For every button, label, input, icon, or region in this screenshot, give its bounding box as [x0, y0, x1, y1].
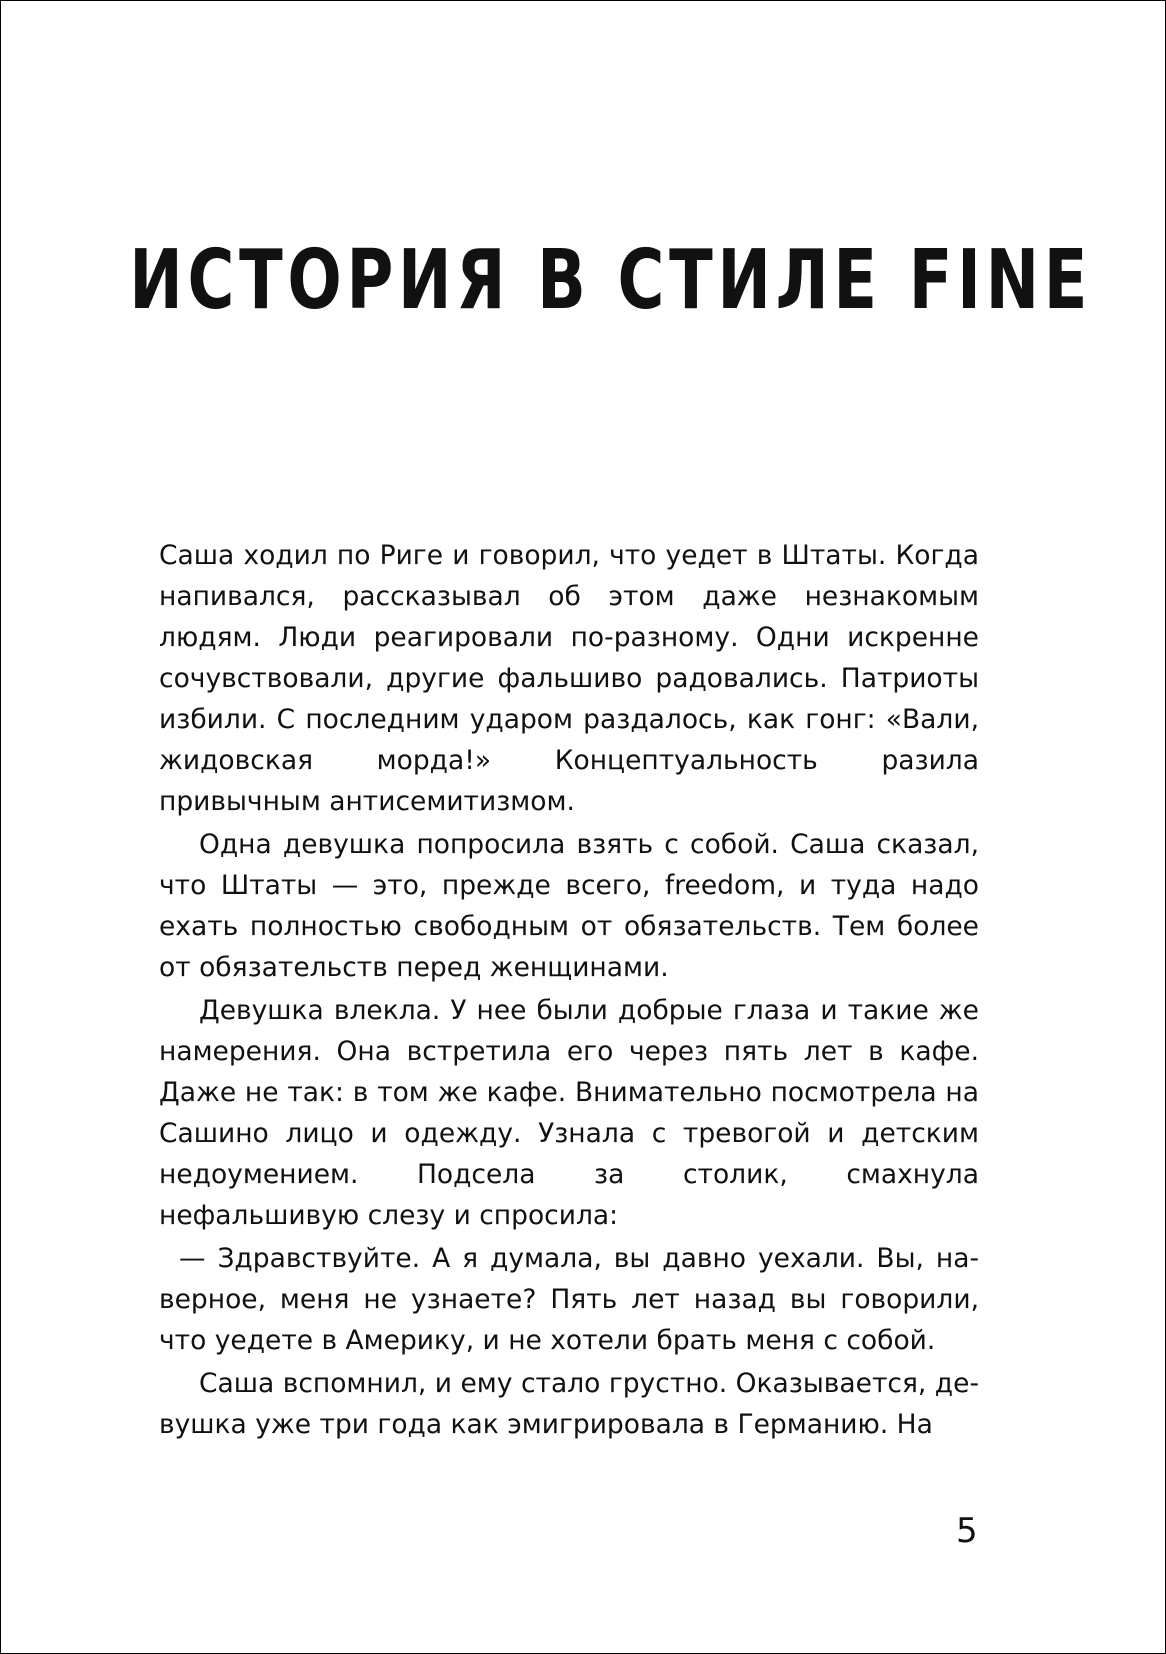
chapter-title: ИСТОРИЯ В СТИЛЕ FINE — [129, 233, 1093, 328]
paragraph: Саша вспомнил, и ему стало грустно. Оказывается, девушка уже три года как эмигрировала в Германию. На — [159, 1368, 979, 1440]
paragraph: Саша ходил по Риге и говорил, что уедет в Штаты. Когда напивался, рассказывал об этом даже незнакомым людям. Люди реагировали по-разному. Одни искренне сочувствовали, другие фальшиво радовались. Патриоты избили. С последним ударом раздалось, как гонг: «Вали, жидовская морда!» Концептуальность разила привычным антисемитизмом. — [159, 540, 979, 817]
page-number: 5 — [956, 1511, 978, 1551]
paragraph: Одна девушка попросила взять с собой. Саша сказал, что Штаты — это, прежде всего, freedom, и туда надо ехать полностью свободным от обязательств. Тем более от обязательств перед женщинами. — [159, 829, 979, 983]
dialog-paragraph: — Здравствуйте. А я думала, вы давно уехали. Вы, наверное, меня не узнаете? Пять лет назад вы говорили, что уедете в Америку, и не хотели брать меня с собой. — [159, 1243, 979, 1356]
body-text — [159, 535, 979, 1447]
paragraph: Девушка влекла. У нее были добрые глаза и такие же намерения. Она встретила его через пять лет в кафе. Даже не так: в том же кафе. Внимательно посмотрела на Сашино лицо и одежду. Узнала с тревогой и детским недоумением. Подсела за столик, смахнула нефальшивую слезу и спросила: — [159, 995, 979, 1231]
